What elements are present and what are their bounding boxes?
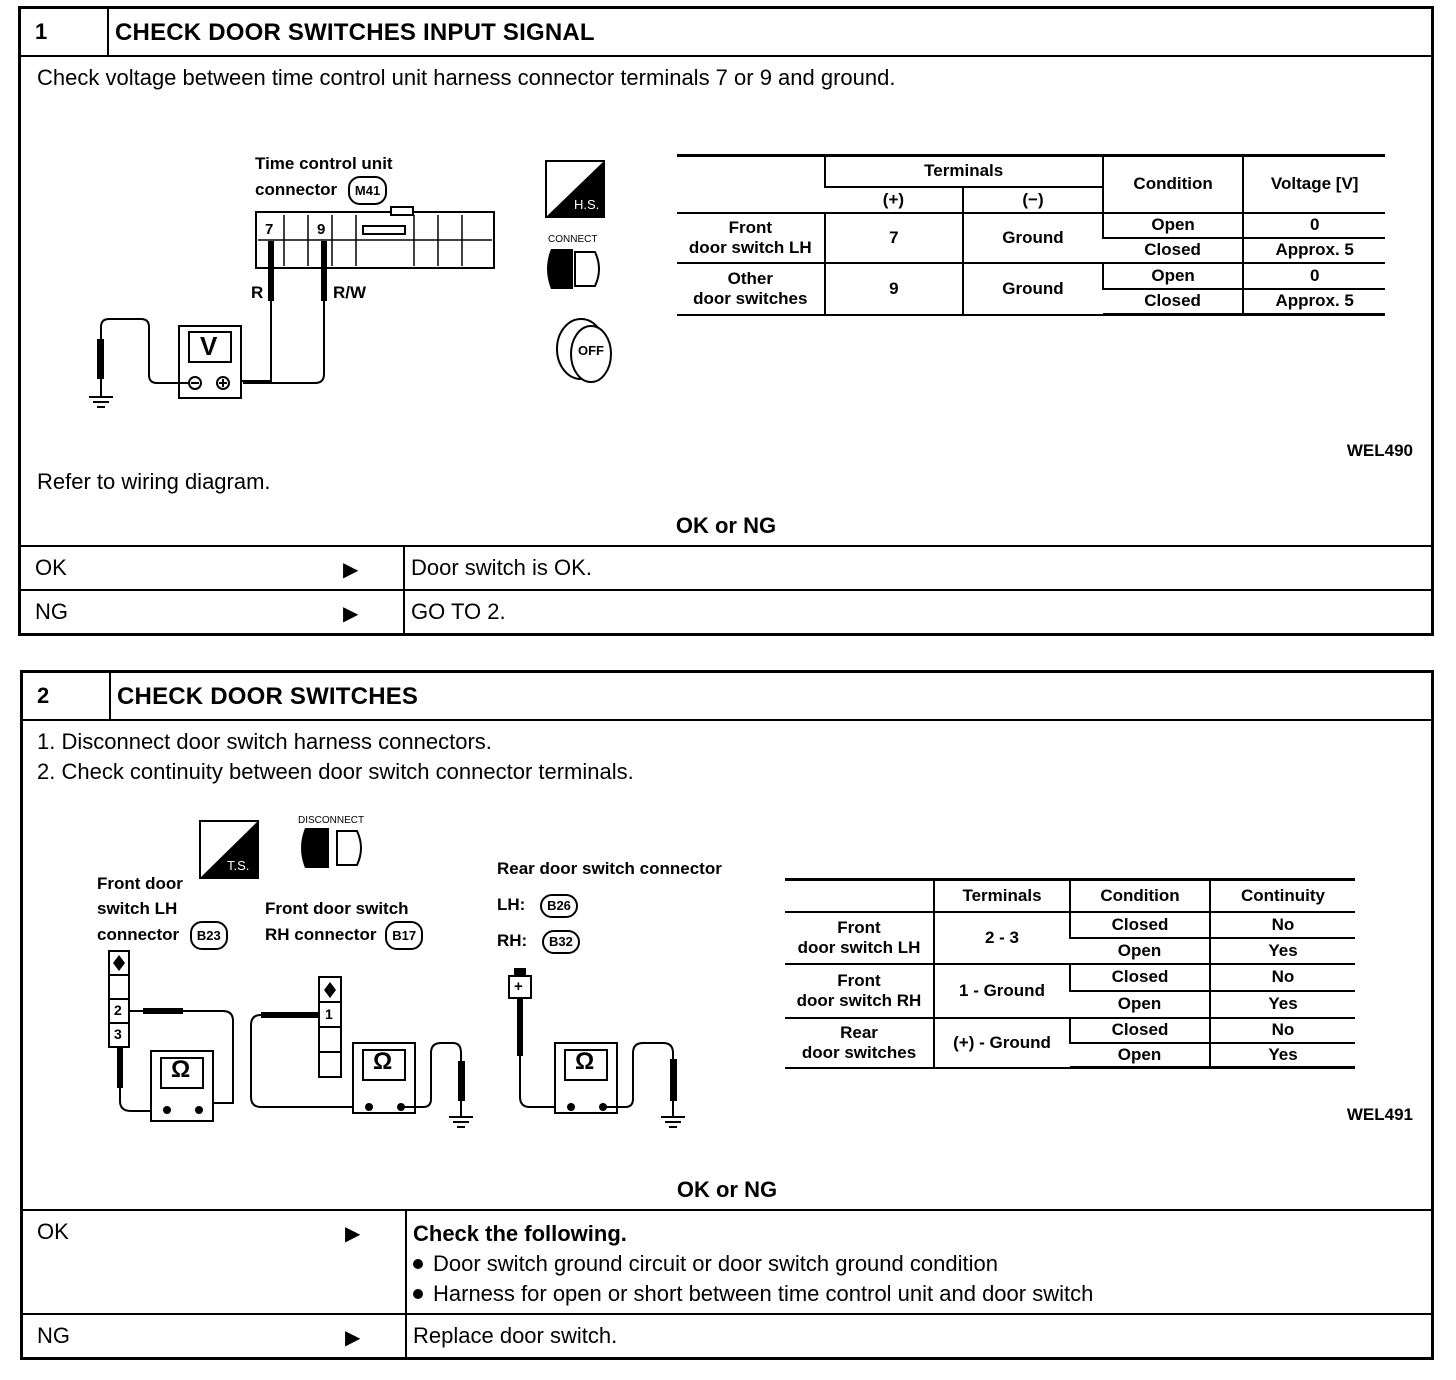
ng-row (21, 589, 1431, 635)
plus-header: (+) (825, 187, 964, 213)
table-cell: Yes (1210, 991, 1355, 1018)
table-cell: Open (1070, 938, 1210, 964)
voltage-spec-table (677, 154, 1385, 316)
connector-code-badge: B32 (542, 930, 580, 954)
ok-heading: Check the following. (413, 1221, 627, 1246)
ignition-off-icon: OFF (578, 343, 604, 358)
instruction-1: 1. Disconnect door switch harness connectors. (37, 729, 492, 754)
table-cell: 9 (825, 263, 964, 315)
table-cell: Closed (1070, 964, 1210, 991)
table-row-item: Front door switch LH (677, 213, 825, 263)
ok-check-item: Harness for open or short between time control unit and door switch (413, 1279, 1093, 1309)
table-cell: Closed (1103, 289, 1244, 315)
connect-icon: CONNECT (548, 234, 598, 245)
connector-code-badge: M41 (348, 176, 387, 205)
connector-code-badge: B23 (190, 921, 228, 950)
ok-row (21, 545, 1431, 589)
wire-color-rw: R/W (333, 283, 367, 302)
table-cell: (+) - Ground (934, 1018, 1070, 1068)
terminals-header: Terminals (825, 156, 1103, 187)
connector-label: Time control unit connector M41 (255, 151, 393, 205)
rear-terminal-plus: + (514, 978, 523, 995)
table-cell: Approx. 5 (1243, 289, 1385, 315)
table-cell: Approx. 5 (1243, 238, 1385, 263)
table-cell: 1 - Ground (934, 964, 1070, 1018)
table-cell: Open (1103, 263, 1244, 289)
terminal-9-label: 9 (317, 221, 326, 238)
table-cell: No (1210, 1018, 1355, 1043)
arrow-right-icon: ▶ (345, 1223, 361, 1245)
figure-code: WEL490 (1346, 441, 1413, 460)
step-instruction: Check voltage between time control unit harness connector terminals 7 or 9 and ground. (37, 65, 896, 90)
table-row-item: Other door switches (677, 263, 825, 315)
disconnect-icon: DISCONNECT (298, 815, 365, 826)
terminal-7-label: 7 (265, 221, 274, 238)
voltage-header: Voltage [V] (1243, 156, 1385, 213)
step-number: 1 (35, 19, 48, 44)
voltmeter-symbol: V (200, 331, 218, 361)
table-row-item: Front door switch RH (785, 964, 934, 1018)
front-lh-connector-label: Front door switch LH connector B23 (97, 871, 228, 950)
arrow-right-icon: ▶ (345, 1327, 361, 1349)
step-title: CHECK DOOR SWITCHES INPUT SIGNAL (115, 19, 595, 46)
condition-header: Condition (1070, 880, 1210, 912)
terminals-header: Terminals (934, 880, 1070, 912)
table-cell: Closed (1103, 238, 1244, 263)
rear-connector-label: Rear door switch connector LH: B26 RH: B32 (497, 851, 722, 959)
arrow-right-icon: ▶ (343, 559, 359, 581)
connector-code-badge: B17 (385, 921, 423, 950)
hs-icon: H.S. (574, 197, 600, 212)
instruction-2: 2. Check continuity between door switch connector terminals. (37, 759, 634, 784)
ok-label: OK (37, 1219, 69, 1244)
condition-header: Condition (1103, 156, 1244, 213)
ng-label: NG (35, 599, 68, 624)
bullet-icon (413, 1289, 423, 1299)
ok-result: Door switch is OK. (411, 555, 592, 580)
step-2-panel (20, 670, 1434, 1360)
table-cell: 2 - 3 (934, 912, 1070, 964)
ok-label: OK (35, 555, 67, 580)
ok-ng-heading: OK or NG (675, 513, 777, 538)
bullet-icon (413, 1259, 423, 1269)
ohmmeter-symbol: Ω (171, 1056, 191, 1083)
continuity-header: Continuity (1210, 880, 1355, 912)
table-cell: Ground (963, 213, 1103, 263)
table-cell: Open (1070, 1043, 1210, 1068)
ng-label: NG (37, 1323, 70, 1348)
ng-result[interactable]: GO TO 2. (411, 599, 506, 624)
continuity-spec-table (785, 878, 1355, 1069)
ok-row (23, 1209, 1431, 1313)
ok-check-item: Door switch ground circuit or door switch ground condition (413, 1249, 1093, 1279)
table-row-item: Front door switch LH (785, 912, 934, 964)
table-row-item: Rear door switches (785, 1018, 934, 1068)
table-cell: Yes (1210, 938, 1355, 964)
table-cell: No (1210, 964, 1355, 991)
front-rh-connector-label: Front door switch RH connector B17 (265, 896, 423, 950)
figure-code: WEL491 (1346, 1105, 1413, 1124)
step-title: CHECK DOOR SWITCHES (117, 683, 419, 710)
wire-color-r: R (251, 283, 264, 302)
ohmmeter-symbol: Ω (575, 1048, 595, 1075)
wiring-diagram-reference[interactable]: Refer to wiring diagram. (37, 469, 271, 494)
table-cell: Open (1103, 213, 1244, 238)
lh-terminal-2: 2 (114, 1002, 122, 1018)
rh-terminal-1: 1 (325, 1006, 333, 1022)
table-cell: Open (1070, 991, 1210, 1018)
table-cell: 0 (1243, 263, 1385, 289)
ohmmeter-symbol: Ω (373, 1048, 393, 1075)
ng-result: Replace door switch. (413, 1323, 618, 1348)
voltage-check-diagram (21, 9, 641, 429)
step-number: 2 (37, 683, 50, 708)
step-1-panel (18, 6, 1434, 636)
lh-terminal-3: 3 (114, 1026, 122, 1042)
table-cell: Closed (1070, 912, 1210, 938)
table-cell: Yes (1210, 1043, 1355, 1068)
table-cell: No (1210, 912, 1355, 938)
ts-icon: T.S. (227, 858, 250, 873)
minus-header: (−) (963, 187, 1103, 213)
ng-row (23, 1313, 1431, 1359)
connector-code-badge: B26 (540, 894, 578, 918)
table-cell: 7 (825, 213, 964, 263)
ok-ng-heading: OK or NG (676, 1177, 778, 1202)
table-cell: Ground (963, 263, 1103, 315)
table-cell: Closed (1070, 1018, 1210, 1043)
table-cell: 0 (1243, 213, 1385, 238)
arrow-right-icon: ▶ (343, 603, 359, 625)
